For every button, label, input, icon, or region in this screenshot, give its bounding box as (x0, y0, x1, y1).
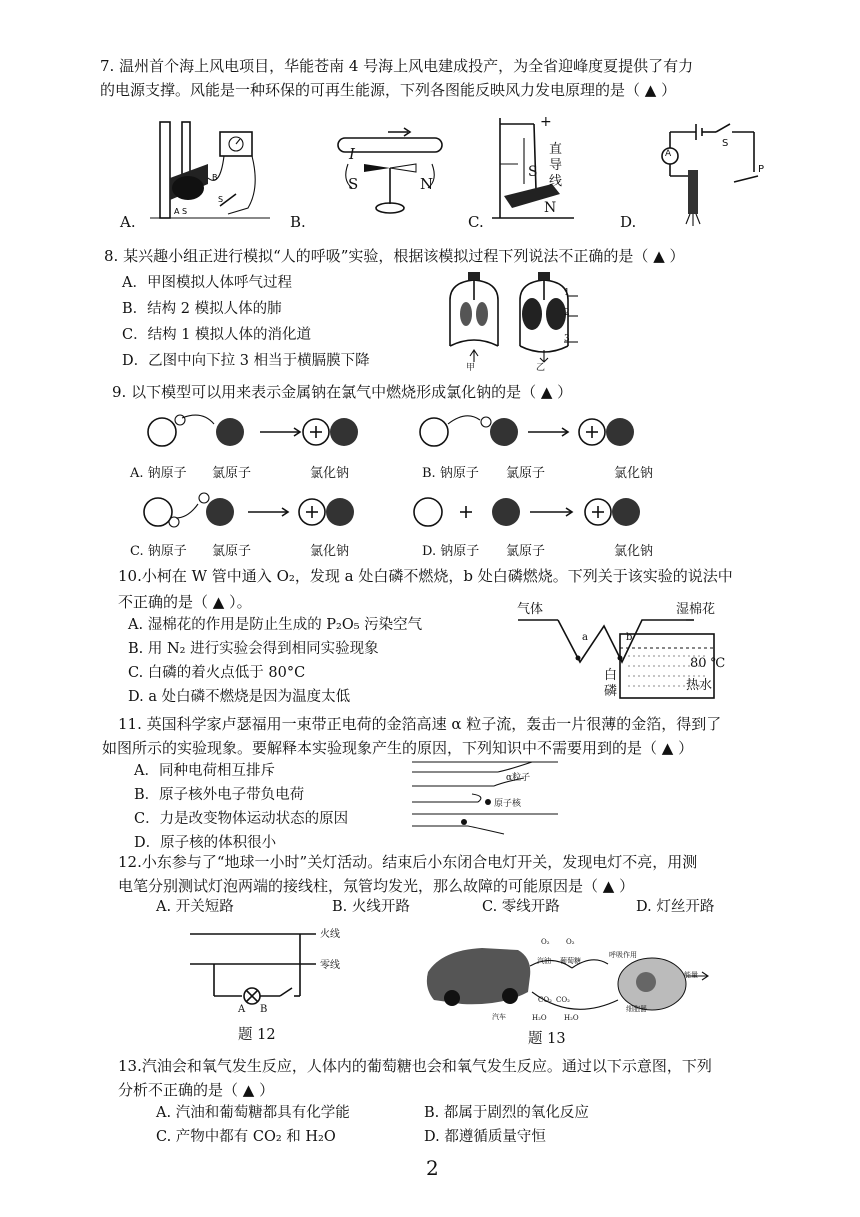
q8-label-1: 1 (564, 288, 570, 298)
q13-label-co2-2: CO₂ (556, 996, 570, 1004)
q11-option-d: D．原子核的体积很小 (134, 835, 277, 851)
q12-option-d: D. 灯丝开路 (636, 899, 715, 915)
q11-stem-line2: 如图所示的实验现象。要解释本实验现象产生的原因，下列知识中不需要用到的是（ ▲ ） (102, 739, 694, 757)
q13-caption: 题 13 (528, 1031, 566, 1047)
q8-label-2: 2 (564, 308, 570, 318)
q12-label-neutral-wire: 零线 (320, 960, 340, 971)
q12-option-a: A. 开关短路 (156, 899, 234, 915)
q13-option-d: D. 都遵循质量守恒 (424, 1129, 546, 1145)
q9-d-sodium: D. 钠原子 (422, 544, 480, 559)
q7-figure-b-pole-s: S (348, 175, 359, 193)
q10-stem-line1: 10.小柯在 W 管中通入 O₂，发现 a 处白磷不燃烧，b 处白磷燃烧。下列关于该实验的说法中 (118, 567, 733, 585)
q11-option-a: A．同种电荷相互排斥 (134, 763, 275, 779)
q13-option-a: A. 汽油和葡萄糖都具有化学能 (156, 1105, 350, 1121)
q9-model-a (140, 408, 380, 458)
q11-option-c: C．力是改变物体运动状态的原因 (134, 811, 349, 827)
q13-label-co2-1: CO₂ (538, 996, 552, 1004)
q8-option-b: B．结构 2 模拟人体的肺 (122, 301, 282, 317)
q9-model-b (418, 408, 658, 458)
q12-option-c: C. 零线开路 (482, 899, 560, 915)
q10-label-b: b (626, 632, 633, 643)
q13-label-car: 汽车 (492, 1013, 506, 1021)
q13-stem-line1: 13.汽油会和氧气发生反应，人体内的葡萄糖也会和氧气发生反应。通过以下示意图，下列 (118, 1057, 712, 1075)
q12-option-b: B. 火线开路 (332, 899, 410, 915)
q13-option-c: C. 产物中都有 CO₂ 和 H₂O (156, 1129, 336, 1145)
q9-c-chlorine: 氯原子 (212, 544, 252, 559)
page-number: 2 (426, 1156, 439, 1180)
q11-alpha-scattering-figure (408, 756, 568, 836)
q7-figure-d-p: P (758, 164, 765, 175)
q7-figure-c-pole-s: S (528, 164, 538, 180)
q13-stem-line2: 分析不正确的是（ ▲ ） (118, 1081, 275, 1099)
q10-stem-line2: 不正确的是（ ▲ ）。 (118, 593, 252, 611)
q10-label-white: 白 (604, 668, 618, 683)
q8-bell-jar-figure (440, 270, 590, 370)
q7-figure-d-switch: S (722, 138, 729, 149)
q7-figure-a (120, 118, 280, 228)
q9-model-d (412, 488, 652, 538)
q12-caption: 题 12 (238, 1027, 276, 1043)
q8-label-3: 3 (564, 334, 570, 344)
q8-option-d: D．乙图中向下拉 3 相当于横膈膜下降 (122, 353, 370, 369)
svg-text:B: B (212, 173, 218, 182)
q13-label-gasoline: 汽油 (537, 957, 551, 965)
q7-stem-line2: 的电源支撑。风能是一种环保的可再生能源，下列各图能反映风力发电原理的是（ ▲ ） (100, 81, 677, 99)
q7-figure-c-wire-1: 直 (549, 142, 563, 157)
q7-option-b-label: B. (290, 213, 306, 231)
q7-figure-b-current-label: I (349, 145, 355, 163)
q13-label-organelle: 细胞器 (626, 1005, 647, 1013)
q8-label-yi: 乙 (536, 363, 546, 373)
q12-stem-line2: 电笔分别测试灯泡两端的接线柱，氖管均发光，那么故障的可能原因是（ ▲ ） (118, 877, 635, 895)
q13-label-o2-2: O₂ (566, 938, 575, 946)
q13-option-b: B. 都属于剧烈的氧化反应 (424, 1105, 589, 1121)
q9-b-chlorine: 氯原子 (506, 466, 546, 481)
q8-option-a: A．甲图模拟人体呼气过程 (122, 275, 292, 291)
q7-figure-c-wire-2: 导 (549, 158, 563, 173)
q10-label-80c: 80 ℃ (690, 656, 726, 671)
q13-label-glucose: 葡萄糖 (560, 957, 581, 965)
q8-stem: 8. 某兴趣小组正进行模拟“人的呼吸”实验，根据该模拟过程下列说法不正确的是（ ▲ ） (104, 247, 685, 265)
q12-label-a: A (238, 1004, 246, 1015)
q7-option-c-label: C. (468, 213, 484, 231)
q9-a-chlorine: 氯原子 (212, 466, 252, 481)
svg-text:S: S (218, 195, 224, 204)
q10-label-wet-cotton: 湿棉花 (676, 602, 716, 617)
q10-label-hot-water: 热水 (686, 678, 713, 693)
q8-option-c: C．结构 1 模拟人体的消化道 (122, 327, 312, 343)
q9-stem: 9. 以下模型可以用来表示金属钠在氯气中燃烧形成氯化钠的是（ ▲ ） (112, 383, 573, 401)
q7-figure-d (650, 120, 770, 230)
q13-label-o2-1: O₂ (541, 938, 550, 946)
q12-stem-line1: 12.小东参与了“地球一小时”关灯活动。结束后小东闭合电灯开关，发现电灯不亮，用测 (118, 853, 698, 871)
q7-figure-c-plus: + (540, 114, 552, 130)
q7-figure-c-wire-3: 线 (549, 174, 563, 189)
q9-d-nacl: 氯化钠 (614, 544, 654, 559)
q9-b-sodium: B. 钠原子 (422, 466, 479, 481)
q8-label-jia: 甲 (466, 363, 476, 373)
q10-option-a: A. 湿棉花的作用是防止生成的 P₂O₅ 污染空气 (128, 617, 423, 633)
q9-a-sodium: A. 钠原子 (130, 466, 187, 481)
q9-model-c (140, 488, 380, 538)
q11-label-alpha: α粒子 (506, 773, 531, 783)
q12-label-b: B (260, 1004, 268, 1015)
q10-option-b: B. 用 N₂ 进行实验会得到相同实验现象 (128, 641, 379, 657)
q7-figure-c-pole-n: N (544, 200, 557, 216)
q7-figure-b-pole-n: N (420, 175, 434, 193)
q13-label-respiration: 呼吸作用 (609, 951, 637, 959)
q11-option-b: B．原子核外电子带负电荷 (134, 787, 305, 803)
q7-option-a-label: A. (120, 213, 136, 231)
q10-label-phosphorus: 磷 (604, 684, 618, 699)
q7-option-d-label: D. (620, 213, 637, 231)
q9-c-sodium: C. 钠原子 (130, 544, 187, 559)
q13-label-energy: 能量 (684, 971, 698, 979)
q10-option-d: D. a 处白磷不燃烧是因为温度太低 (128, 689, 351, 705)
q10-option-c: C. 白磷的着火点低于 80°C (128, 665, 306, 681)
svg-text:A S: A S (174, 207, 188, 216)
q12-circuit-figure (190, 926, 340, 1016)
q9-a-nacl: 氯化钠 (310, 466, 350, 481)
q10-label-a: a (582, 632, 588, 643)
q13-label-h2o-1: H₂O (532, 1014, 547, 1022)
q7-figure-d-ammeter: A (665, 149, 672, 159)
q12-label-live-wire: 火线 (320, 929, 340, 940)
q11-stem-line1: 11. 英国科学家卢瑟福用一束带正电荷的金箔高速 α 粒子流，轰击一片很薄的金箔，得到了 (118, 715, 722, 733)
q9-b-nacl: 氯化钠 (614, 466, 654, 481)
q13-label-h2o-2: H₂O (564, 1014, 579, 1022)
q9-d-chlorine: 氯原子 (506, 544, 546, 559)
q11-label-nucleus: 原子核 (494, 799, 522, 809)
q7-stem-line1: 7. 温州首个海上风电项目，华能苍南 4 号海上风电建成投产，为全省迎峰度夏提供了有力 (100, 57, 694, 75)
q9-c-nacl: 氯化钠 (310, 544, 350, 559)
q10-label-gas: 气体 (517, 602, 544, 617)
